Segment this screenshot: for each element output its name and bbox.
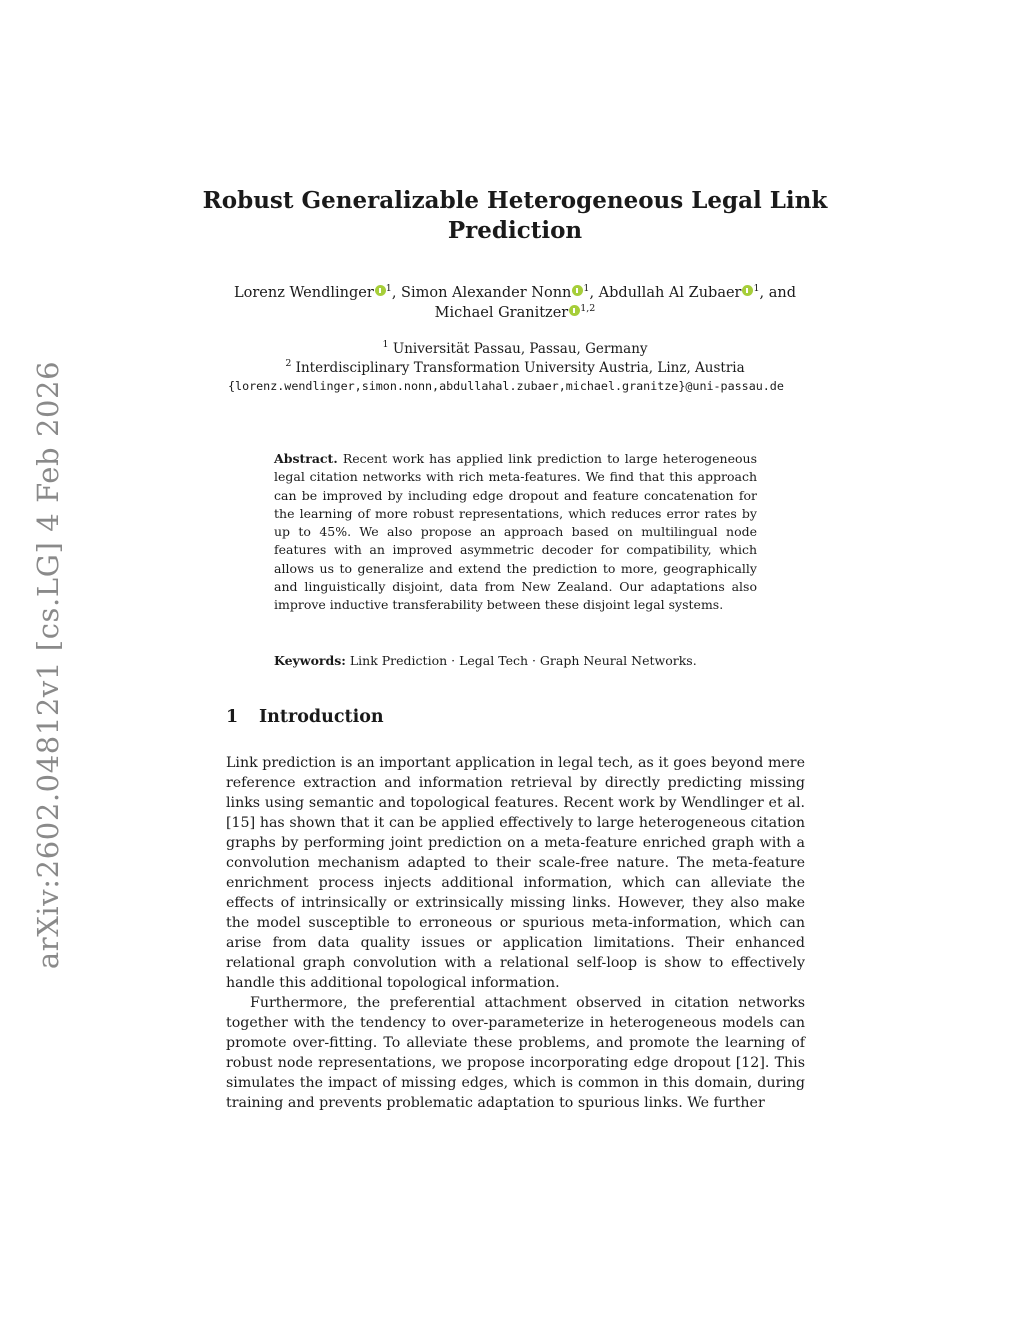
affiliation-number: 1 [382,339,389,350]
affiliations [180,340,850,378]
orcid-icon[interactable] [742,285,753,296]
orcid-icon[interactable] [572,285,583,296]
orcid-icon[interactable] [375,285,386,296]
author-list [200,283,830,323]
abstract [274,450,757,615]
author-affiliation-mark: 1 [753,283,760,294]
affiliation-2 [180,359,850,378]
author-separator: , and [759,285,797,301]
author-name: Lorenz Wendlinger [233,285,374,301]
paragraph-2: Furthermore, the preferential attachment observed in citation networks together with the tendency to over-parameterize in heterogeneous models can promote over-fitting. To alleviate these problems, and promote the learning of robust node representations, we propose incorporating edge dropout [12]. This simulates the impact of missing edges, which is common in this domain, during training and prevents problematic adaptation to spurious links. We further [226,995,805,1111]
abstract-text: Recent work has applied link prediction to large heterogeneous legal citation networks with rich meta-features. We find that this approach can be improved by including edge dropout and feature concatenation for the learning of more robust representations, which reduces error rates by up to 45%. We also propose an approach based on multilingual node features with an improved asymmetric decoder for compatibility, which allows us to generalize and extend the prediction to more, geographically and linguistically disjoint, data from New Zealand. Our adaptations also improve inductive transferability between these disjoint legal systems. [274,451,757,613]
author-affiliation-mark: 1 [385,283,392,294]
section-title: Introduction [259,707,384,727]
affiliation-text: Universität Passau, Passau, Germany [392,341,648,357]
keywords-label: Keywords: [274,653,346,668]
orcid-icon[interactable] [569,305,580,316]
title-line-1: Robust Generalizable Heterogeneous Legal Link [202,187,828,214]
author-affiliation-mark: 1 [583,283,590,294]
arxiv-identifier-text: arXiv:2602.04812v1 [cs.LG] 4 Feb 2026 [31,360,66,970]
paper-title [200,186,830,246]
arxiv-identifier[interactable] [18,360,78,970]
affiliation-text: Interdisciplinary Transformation University Austria, Linz, Austria [295,360,745,376]
section-number: 1 [226,707,239,727]
author-separator: , [589,285,599,301]
author-affiliation-mark: 1,2 [580,303,596,314]
keywords-text: Link Prediction · Legal Tech · Graph Neural Networks. [349,653,697,668]
title-line-2: Prediction [447,217,583,244]
affiliation-number: 2 [285,358,292,369]
author-name: Simon Alexander Nonn [401,285,572,301]
abstract-label: Abstract. [274,451,338,466]
paragraph-1: Link prediction is an important application in legal tech, as it goes beyond mere reference extraction and information retrieval by directly predicting missing links using semantic and topological features. Recent work by Wendlinger et al. [15] has shown that it can be applied effectively to large heterogeneous citation graphs by performing joint prediction on a meta-feature enriched graph with a convolution mechanism adapted to their scale-free nature. The meta-feature enrichment process injects additional information, which can alleviate the effects of intrinsically or extrinsically missing links. However, they also make the model susceptible to erroneous or spurious meta-information, which can arise from data quality issues or application limitations. Their enhanced relational graph convolution with a relational self-loop is show to effectively handle this additional topological information. [226,755,805,991]
body-text [226,753,805,1113]
author-emails[interactable]: {lorenz.wendlinger,simon.nonn,abdullahal.zubaer,michael.granitze}@uni-passau.de [228,379,784,393]
keywords [274,652,757,670]
section-heading [226,707,384,727]
author-name: Abdullah Al Zubaer [598,285,742,301]
affiliation-1 [180,340,850,359]
author-separator: , [391,285,402,301]
author-name: Michael Granitzer [434,305,569,321]
